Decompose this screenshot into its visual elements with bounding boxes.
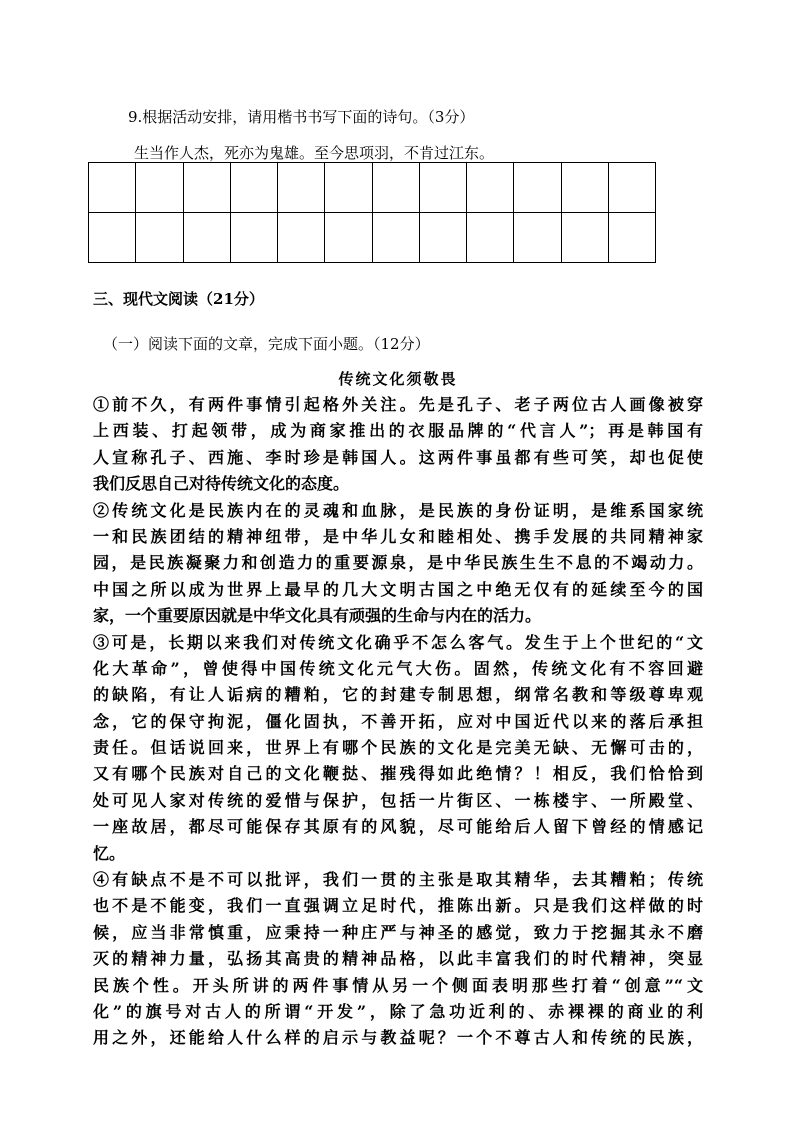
article-line: 用之外，还能给人什么样的启示与教益呢？一个不尊古人和传统的民族，: [93, 1028, 703, 1048]
grid-cell[interactable]: [278, 213, 325, 263]
article-line: 上西装、打起领带，成为商家推出的衣服品牌的“代言人”；再是韩国有: [93, 421, 703, 441]
grid-cell[interactable]: [419, 163, 466, 213]
grid-cell[interactable]: [89, 213, 136, 263]
grid-cell[interactable]: [230, 213, 277, 263]
article-line: 候，应当非常慎重，应秉持一种庄严与神圣的感觉，致力于挖掘其永不磨: [93, 922, 703, 942]
article-line: 又有哪个民族对自己的文化鞭挞、摧残得如此绝情？！相反，我们恰恰到: [93, 764, 703, 784]
part-title: （一）阅读下面的文章，完成下面小题。（12分）: [103, 335, 430, 353]
grid-cell[interactable]: [89, 163, 136, 213]
article-line: 中国之所以成为世界上最早的几大文明古国之中绝无仅有的延续至今的国: [93, 579, 703, 599]
article-line: ②传统文化是民族内在的灵魂和血脉，是民族的身份证明，是维系国家统: [93, 500, 703, 520]
grid-row: [89, 213, 656, 263]
section-title: 三、现代文阅读（21分）: [93, 290, 264, 308]
article-line: 灭的精神力量，弘扬其高贵的精神品格，以此丰富我们的时代精神，突显: [93, 949, 703, 969]
article-line: 家，一个重要原因就是中华文化具有顽强的生命与内在的活力。: [93, 606, 542, 626]
article-title: 传统文化须敬畏: [338, 370, 458, 388]
article-line: 民族个性。开头所讲的两件事情从另一个侧面表明那些打着“创意”“文: [93, 975, 703, 995]
article-body: [93, 392, 703, 1052]
grid-cell[interactable]: [608, 163, 655, 213]
article-line: 责任。但话说回来，世界上有哪个民族的文化是完美无缺、无懈可击的，: [93, 738, 703, 758]
grid-cell[interactable]: [514, 163, 561, 213]
article-line: 园，是民族凝聚力和创造力的重要源泉，是中华民族生生不息的不竭动力。: [93, 553, 703, 573]
grid-cell[interactable]: [561, 163, 608, 213]
article-line: ①前不久，有两件事情引起格外关注。先是孔子、老子两位古人画像被穿: [93, 395, 703, 414]
article-line: 化大革命”，曾使得中国传统文化元气大伤。固然，传统文化有不容回避: [93, 658, 703, 678]
article-line: 处可见人家对传统的爱惜与保护，包括一片街区、一栋楼宇、一所殿堂、: [93, 790, 703, 810]
grid-cell[interactable]: [230, 163, 277, 213]
grid-cell[interactable]: [183, 163, 230, 213]
grid-cell[interactable]: [136, 213, 183, 263]
article-line: ④有缺点不是不可以批评，我们一贯的主张是取其精华，去其糟粕；传统: [93, 870, 703, 890]
grid-cell[interactable]: [608, 213, 655, 263]
grid-cell[interactable]: [467, 163, 514, 213]
grid-cell[interactable]: [325, 213, 372, 263]
grid-cell[interactable]: [372, 213, 419, 263]
grid-cell[interactable]: [136, 163, 183, 213]
article-line: 一和民族团结的精神纽带，是中华儿女和睦相处、携手发展的共同精神家: [93, 526, 703, 546]
grid-cell[interactable]: [372, 163, 419, 213]
article-line: 也不是不能变，我们一直强调立足时代，推陈出新。只是我们这样做的时: [93, 896, 703, 916]
question-9-title: 9.根据活动安排，请用楷书书写下面的诗句。（3分）: [128, 108, 475, 126]
question-9-poem: 生当作人杰，死亦为鬼雄。至今思项羽，不肯过江东。: [134, 144, 495, 162]
article-line: 化”的旗号对古人的所谓“开发”，除了急功近利的、赤裸裸的商业的利: [93, 1001, 703, 1021]
grid-cell[interactable]: [419, 213, 466, 263]
article-line: 忆。: [93, 843, 126, 863]
article-line: 的缺陷，有让人诟病的糟粕，它的封建专制思想，纲常名教和等级尊卑观: [93, 685, 703, 705]
grid-row: [89, 163, 656, 213]
grid-cell[interactable]: [325, 163, 372, 213]
grid-cell[interactable]: [467, 213, 514, 263]
article-line: 人宣称孔子、西施、李时珍是韩国人。这两件事虽都有些可笑，却也促使: [93, 447, 703, 467]
article-line: 念，它的保守拘泥，僵化固执，不善开拓，应对中国近代以来的落后承担: [93, 711, 703, 731]
writing-grid: [88, 162, 656, 263]
article-line: 一座故居，都尽可能保存其原有的风貌，尽可能给后人留下曾经的情感记: [93, 817, 703, 837]
grid-cell[interactable]: [514, 213, 561, 263]
grid-cell[interactable]: [278, 163, 325, 213]
article-line: ③可是，长期以来我们对传统文化确乎不怎么客气。发生于上个世纪的“文: [93, 632, 703, 652]
article-line: 我们反思自己对待传统文化的态度。: [93, 474, 350, 494]
grid-cell[interactable]: [183, 213, 230, 263]
grid-cell[interactable]: [561, 213, 608, 263]
